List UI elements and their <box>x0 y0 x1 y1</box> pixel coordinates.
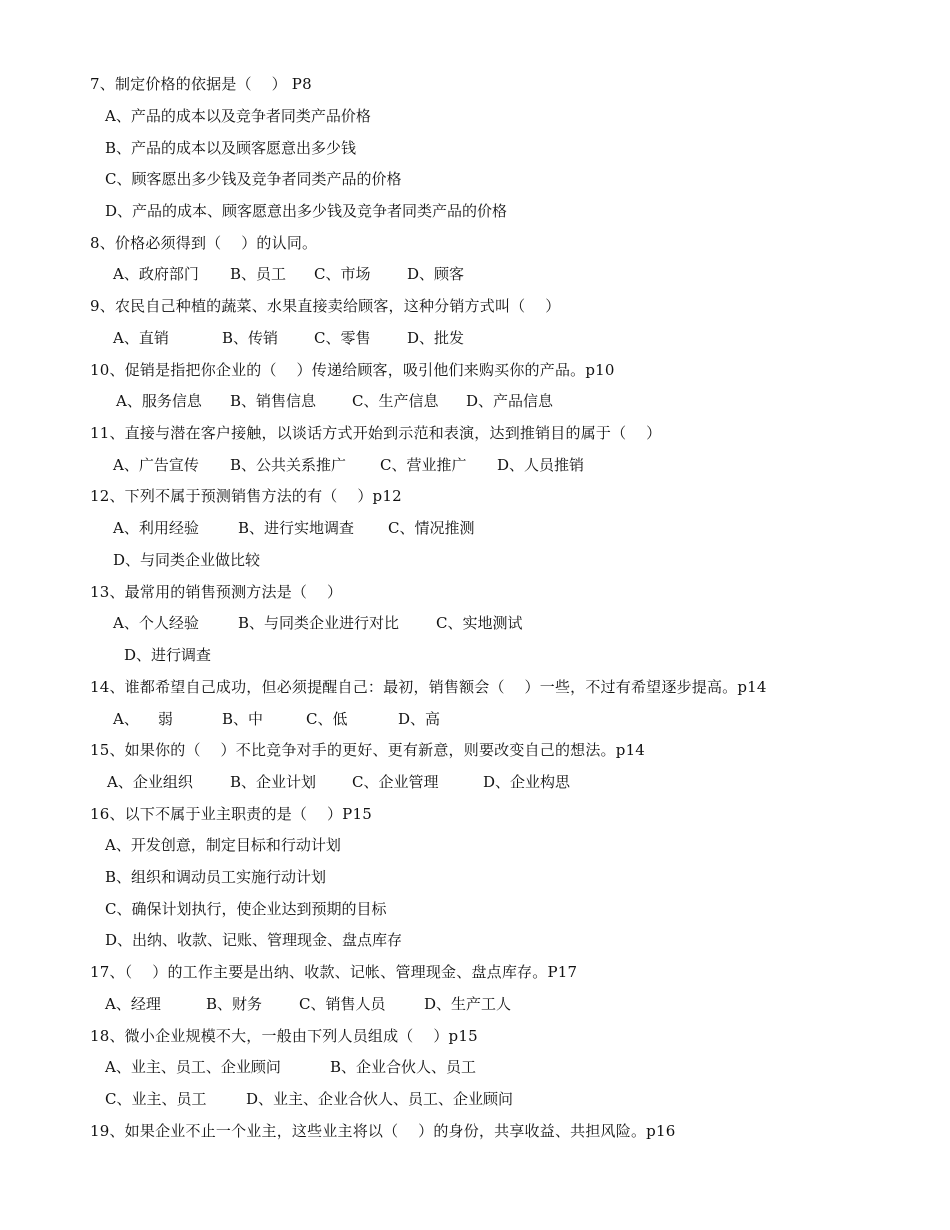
question-stem: 11、直接与潜在客户接触，以谈话方式开始到示范和表演，达到推销目的属于（ ） <box>90 424 662 442</box>
option: C、企业管理 <box>352 773 439 791</box>
option: B、与同类企业进行对比 <box>238 614 400 632</box>
option: B、员工 <box>230 265 287 283</box>
option: B、传销 <box>222 329 279 347</box>
question-stem: 7、制定价格的依据是（ ） P8 <box>90 75 312 93</box>
option: D、产品信息 <box>466 392 554 410</box>
option: A、 弱 <box>113 710 173 728</box>
option: C、情况推测 <box>388 519 475 537</box>
question-stem: 16、以下不属于业主职责的是（ ）P15 <box>90 805 372 823</box>
option: C、生产信息 <box>352 392 439 410</box>
option: C、实地测试 <box>436 614 523 632</box>
question-stem: 13、最常用的销售预测方法是（ ） <box>90 583 343 601</box>
option: A、服务信息 <box>116 392 202 410</box>
question-stem: 10、促销是指把你企业的（ ）传递给顾客，吸引他们来购买你的产品。p10 <box>90 361 615 379</box>
option: B、中 <box>222 710 264 728</box>
option: B、企业合伙人、员工 <box>330 1058 477 1076</box>
question-stem: 9、农民自己种植的蔬菜、水果直接卖给顾客，这种分销方式叫（ ） <box>90 297 561 315</box>
option: B、公共关系推广 <box>230 456 347 474</box>
option: A、个人经验 <box>113 614 199 632</box>
option: B、组织和调动员工实施行动计划 <box>105 868 327 886</box>
question-stem: 12、下列不属于预测销售方法的有（ ）p12 <box>90 487 402 505</box>
option: D、生产工人 <box>424 995 512 1013</box>
option: C、零售 <box>314 329 371 347</box>
option: D、业主、企业合伙人、员工、企业顾问 <box>246 1090 514 1108</box>
option: B、企业计划 <box>230 773 317 791</box>
option: A、经理 <box>105 995 161 1013</box>
option: D、与同类企业做比较 <box>113 551 261 569</box>
option: D、产品的成本、顾客愿意出多少钱及竞争者同类产品的价格 <box>105 202 508 220</box>
option: C、业主、员工 <box>105 1090 207 1108</box>
question-stem: 15、如果你的（ ）不比竞争对手的更好、更有新意，则要改变自己的想法。p14 <box>90 741 646 759</box>
option: A、企业组织 <box>107 773 193 791</box>
question-stem: 19、如果企业不止一个业主，这些业主将以（ ）的身份，共享收益、共担风险。p16 <box>90 1122 676 1140</box>
option: D、人员推销 <box>497 456 585 474</box>
question-stem: 18、微小企业规模不大，一般由下列人员组成（ ）p15 <box>90 1027 478 1045</box>
option: C、顾客愿出多少钱及竞争者同类产品的价格 <box>105 170 402 188</box>
option: D、进行调查 <box>124 646 212 664</box>
option: A、政府部门 <box>113 265 199 283</box>
option: D、顾客 <box>407 265 465 283</box>
option: B、财务 <box>206 995 263 1013</box>
option: D、高 <box>398 710 441 728</box>
question-stem: 8、价格必须得到（ ）的认同。 <box>90 234 318 252</box>
option: C、低 <box>306 710 348 728</box>
option: A、直销 <box>113 329 169 347</box>
option: A、广告宣传 <box>113 456 199 474</box>
question-stem: 14、谁都希望自己成功，但必须提醒自己：最初，销售额会（ ）一些，不过有希望逐步提高。p14 <box>90 678 767 696</box>
question-stem: 17、（ ）的工作主要是出纳、收款、记帐、管理现金、盘点库存。P17 <box>90 963 578 981</box>
option: C、营业推广 <box>380 456 467 474</box>
option: A、产品的成本以及竞争者同类产品价格 <box>105 107 371 125</box>
option: D、企业构思 <box>483 773 571 791</box>
option: D、出纳、收款、记账、管理现金、盘点库存 <box>105 931 403 949</box>
option: A、开发创意，制定目标和行动计划 <box>105 836 341 854</box>
option: B、进行实地调查 <box>238 519 355 537</box>
option: D、批发 <box>407 329 465 347</box>
option: C、市场 <box>314 265 371 283</box>
option: C、确保计划执行，使企业达到预期的目标 <box>105 900 387 918</box>
option: A、利用经验 <box>113 519 199 537</box>
option: C、销售人员 <box>299 995 386 1013</box>
option: B、销售信息 <box>230 392 317 410</box>
option: A、业主、员工、企业顾问 <box>105 1058 281 1076</box>
option: B、产品的成本以及顾客愿意出多少钱 <box>105 139 357 157</box>
